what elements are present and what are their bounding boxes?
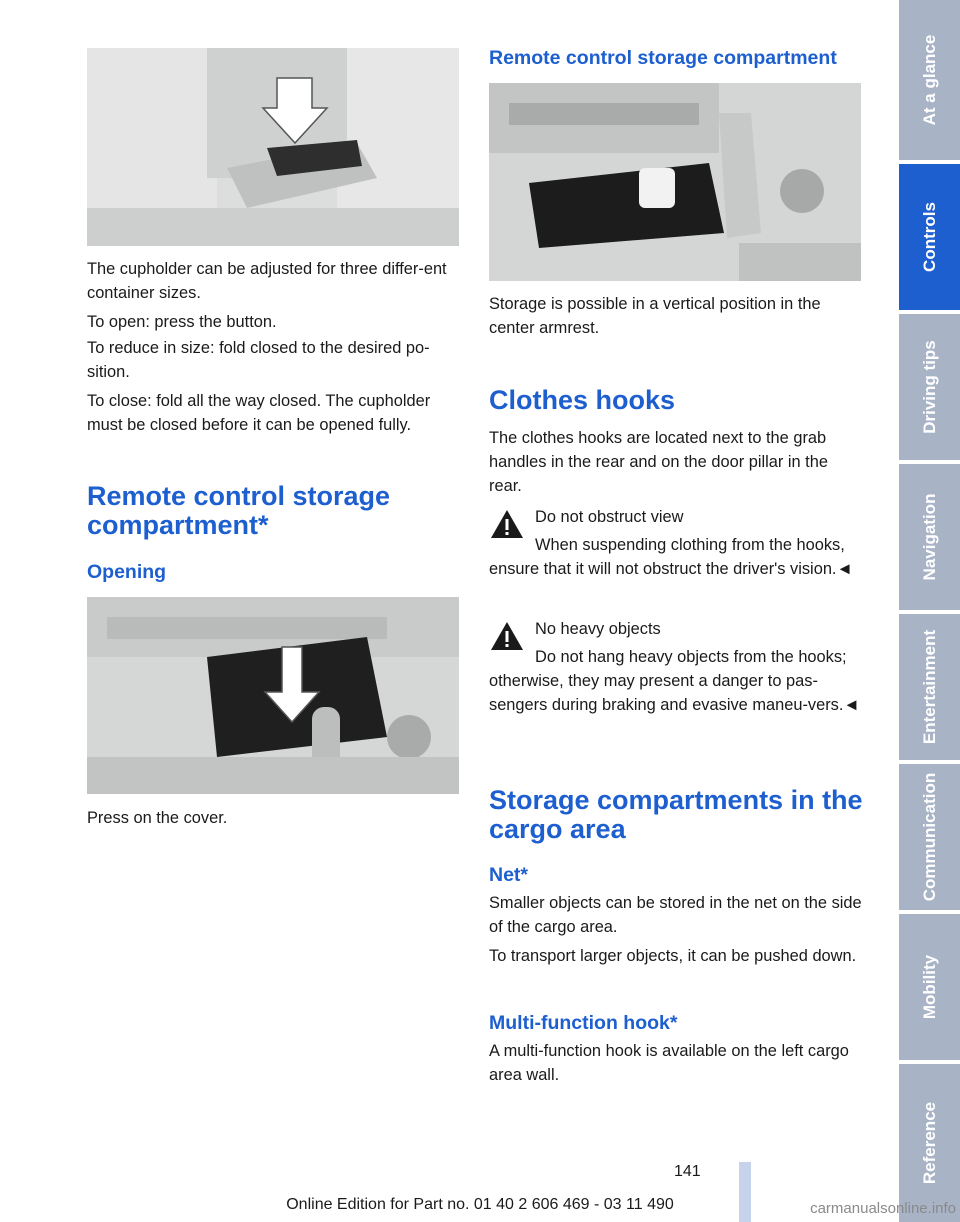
warning-body-obstruct: When suspending clothing from the hooks, ensure that it will not obstruct the driver's vision.◄ bbox=[489, 536, 853, 578]
subheading-opening: Opening bbox=[87, 561, 167, 583]
heading-clothes-hooks: Clothes hooks bbox=[489, 385, 676, 415]
heading-cargo-storage: Storage compartments in the cargo area bbox=[489, 785, 863, 844]
warning-title-obstruct: Do not obstruct view bbox=[535, 508, 684, 526]
subheading-net: Net* bbox=[489, 864, 529, 886]
tab-controls[interactable]: Controls bbox=[899, 164, 960, 310]
heading-remote-control-storage: Remote control storage compartment* bbox=[87, 481, 391, 540]
console-cover-photo bbox=[87, 597, 459, 794]
open-instruction-text: To open: press the button. bbox=[87, 313, 277, 331]
net-text-1: Smaller objects can be stored in the net on the side of the cargo area. bbox=[489, 894, 862, 936]
net-text-2: To transport larger objects, it can be pushed down. bbox=[489, 947, 857, 965]
watermark: carmanualsonline.info bbox=[810, 1200, 956, 1217]
warning-body-heavy: Do not hang heavy objects from the hooks; otherwise, they may present a danger to pas-sengers during braking and evasive maneu-vers.◄ bbox=[489, 648, 860, 714]
clothes-hooks-text: The clothes hooks are located next to the grab handles in the rear and on the door pillar in the rear. bbox=[489, 429, 828, 495]
multi-function-hook-text: A multi-function hook is available on the left cargo area wall. bbox=[489, 1042, 849, 1084]
subheading-multi-function-hook: Multi-function hook* bbox=[489, 1012, 678, 1034]
remote-storage-photo bbox=[489, 83, 861, 281]
footer-edition: Online Edition for Part no. 01 40 2 606 469 - 03 11 490 bbox=[286, 1196, 674, 1213]
chapter-tabs bbox=[899, 0, 960, 1222]
page-number: 141 bbox=[674, 1163, 701, 1180]
tab-driving-tips[interactable]: Driving tips bbox=[899, 314, 960, 460]
cupholder-sizes-text: The cupholder can be adjusted for three differ-ent container sizes. bbox=[87, 260, 447, 302]
close-instruction-text: To close: fold all the way closed. The cupholder must be closed before it can be opened fully. bbox=[87, 392, 431, 434]
tab-communication[interactable]: Communication bbox=[899, 764, 960, 910]
reduce-instruction-text: To reduce in size: fold closed to the desired po-sition. bbox=[87, 339, 430, 381]
warning-title-heavy: No heavy objects bbox=[535, 620, 661, 638]
tab-mobility[interactable]: Mobility bbox=[899, 914, 960, 1060]
tab-entertainment[interactable]: Entertainment bbox=[899, 614, 960, 760]
storage-vertical-text: Storage is possible in a vertical position in the center armrest. bbox=[489, 295, 821, 337]
tab-reference[interactable]: Reference bbox=[899, 1064, 960, 1222]
subheading-remote-control-storage: Remote control storage compartment bbox=[489, 47, 837, 69]
tab-navigation[interactable]: Navigation bbox=[899, 464, 960, 610]
press-cover-text: Press on the cover. bbox=[87, 809, 228, 827]
cupholder-photo bbox=[87, 48, 459, 246]
tab-at-a-glance[interactable]: At a glance bbox=[899, 0, 960, 160]
